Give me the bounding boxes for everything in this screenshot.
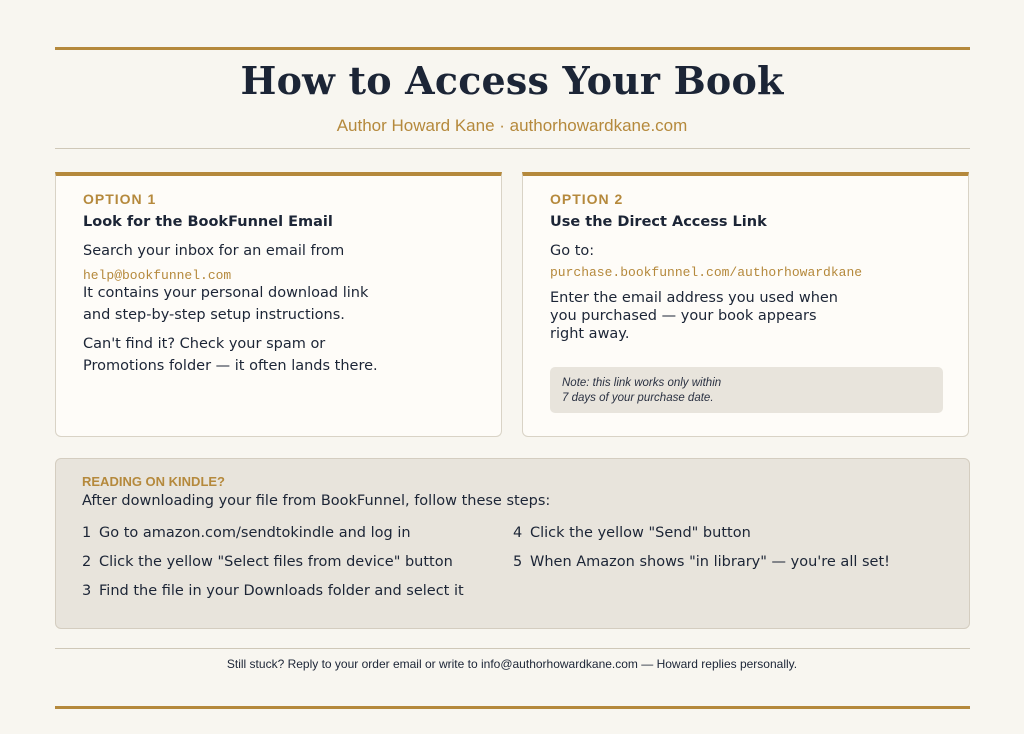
page-subtitle: Author Howard Kane · authorhowardkane.com bbox=[336, 116, 688, 135]
step-text: Find the file in your Downloads folder and select it bbox=[99, 583, 464, 599]
kindle-step bbox=[82, 554, 453, 570]
step-text: When Amazon shows "in library" — you're all set! bbox=[530, 554, 890, 570]
access-note-line: 7 days of your purchase date. bbox=[562, 392, 714, 404]
option-2-line: right away. bbox=[550, 326, 630, 342]
kindle-section bbox=[55, 458, 970, 629]
kindle-step bbox=[513, 525, 751, 541]
step-number: 2 bbox=[82, 554, 92, 570]
step-number: 4 bbox=[513, 525, 523, 541]
option-2-line: Enter the email address you used when bbox=[550, 290, 838, 306]
option-1-eyebrow: OPTION 1 bbox=[83, 191, 157, 207]
option-2-line: you purchased — your book appears bbox=[550, 308, 817, 324]
direct-access-link[interactable]: purchase.bookfunnel.com/authorhowardkane bbox=[550, 265, 863, 280]
option-1-line: Can't find it? Check your spam or bbox=[83, 336, 326, 352]
kindle-intro: After downloading your file from BookFunnel, follow these steps: bbox=[82, 493, 551, 509]
footer-text: Still stuck? Reply to your order email or write to info@authorhowardkane.com — Howard replies personally. bbox=[226, 657, 798, 671]
option-1-line: and step-by-step setup instructions. bbox=[83, 307, 345, 323]
access-note bbox=[550, 367, 943, 413]
access-note-line: Note: this link works only within bbox=[562, 377, 722, 389]
kindle-step bbox=[513, 554, 890, 570]
step-text: Go to amazon.com/sendtokindle and log in bbox=[99, 525, 411, 541]
top-accent-rule bbox=[55, 47, 970, 50]
step-text: Click the yellow "Send" button bbox=[530, 525, 751, 541]
kindle-step bbox=[82, 583, 464, 599]
footer-divider bbox=[55, 648, 970, 649]
page-title: How to Access Your Book bbox=[240, 58, 784, 103]
option-2-goto: Go to: bbox=[550, 243, 595, 259]
option-2-eyebrow: OPTION 2 bbox=[550, 191, 624, 207]
option-1-line: It contains your personal download link bbox=[83, 285, 369, 301]
option-1-line: Search your inbox for an email from bbox=[83, 243, 345, 259]
option-1-title: Look for the BookFunnel Email bbox=[83, 214, 333, 230]
option-1-card bbox=[55, 172, 502, 437]
kindle-step bbox=[82, 525, 411, 541]
step-number: 3 bbox=[82, 583, 92, 599]
bookfunnel-email-link[interactable]: help@bookfunnel.com bbox=[83, 268, 232, 283]
option-2-title: Use the Direct Access Link bbox=[550, 214, 767, 230]
option-1-line: Promotions folder — it often lands there. bbox=[83, 358, 378, 374]
step-number: 1 bbox=[82, 525, 92, 541]
step-number: 5 bbox=[513, 554, 523, 570]
kindle-heading: READING ON KINDLE? bbox=[82, 474, 225, 489]
bottom-accent-rule bbox=[55, 706, 970, 709]
step-text: Click the yellow "Select files from device" button bbox=[99, 554, 453, 570]
option-2-card bbox=[522, 172, 969, 437]
header-divider bbox=[55, 148, 970, 149]
